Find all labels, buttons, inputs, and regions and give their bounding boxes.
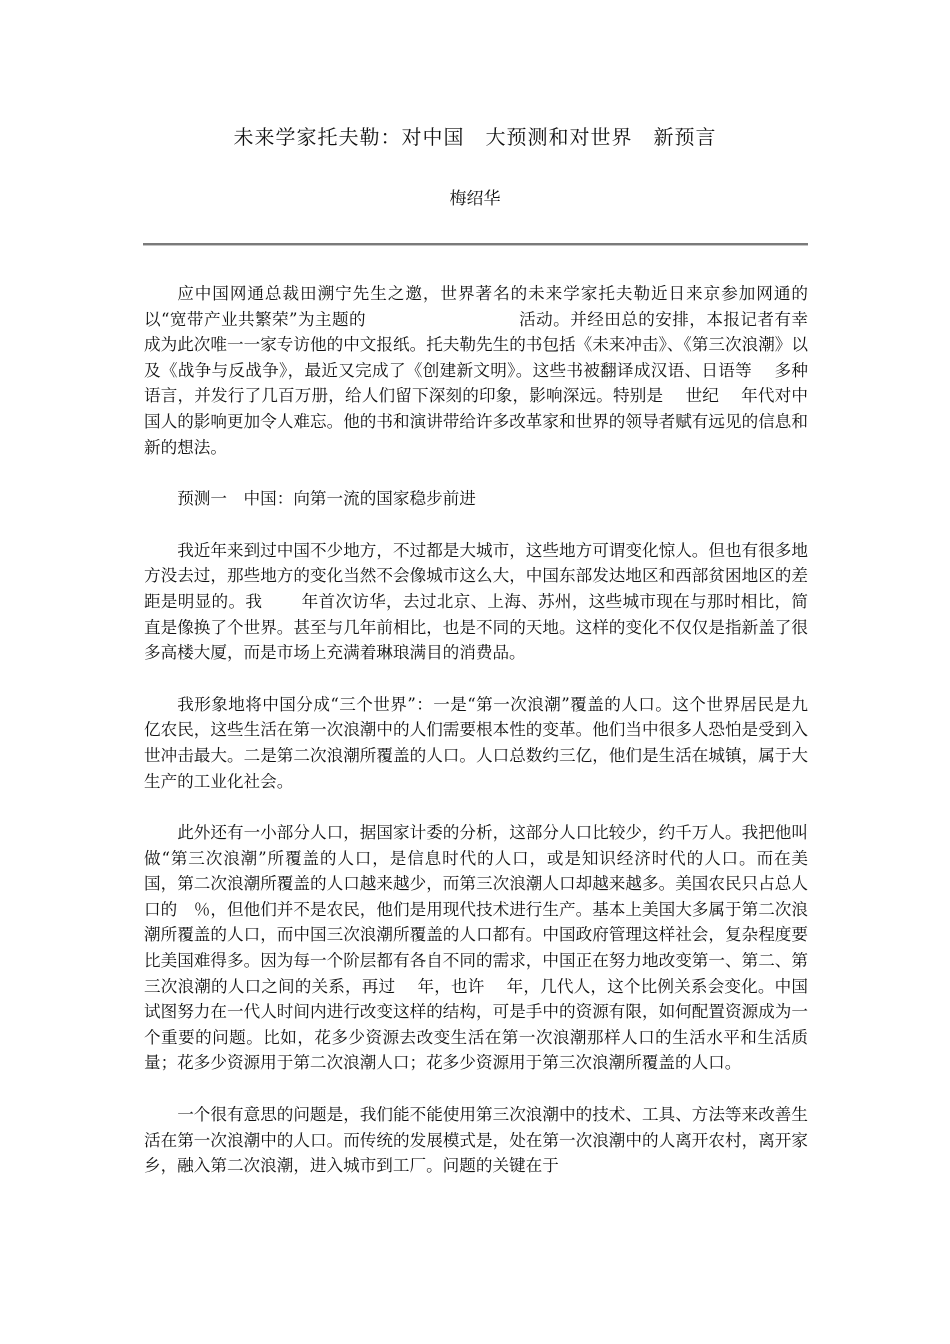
paragraph-intro: 应中国网通总裁田溯宁先生之邀，世界著名的未来学家托夫勒近日来京参加网通的以“宽带产业共繁荣”为主题的 活动。并经田总的安排，本报记者有幸成为此次唯一一家专访他的中文报纸。托夫勒先生的书包括《未来冲击》、《第三次浪潮》以及《战争与反战争》，最近又完成了《创建新文明》。这些书被翻译成汉语、日语等 多种语言，并发行了几百万册，给人们留下深刻的印象，影响深远。特别是 世纪 年代对中国人的影响更加令人难忘。他的书和演讲带给许多改革家和世界的领导者赋有远见的信息和新的想法。: [144, 284, 808, 457]
article-body: [144, 281, 808, 1205]
paragraph-three-worlds: 我形象地将中国分成“三个世界”：一是“第一次浪潮”覆盖的人口。这个世界居民是九亿农民，这些生活在第一次浪潮中的人们需要根本性的变革。他们当中很多人恐怕是受到入世冲击最大。二是第二次浪潮所覆盖的人口。人口总数约三亿，他们是生活在城镇，属于大生产的工业化社会。: [144, 694, 808, 791]
paragraph-china-change: 我近年来到过中国不少地方，不过都是大城市，这些地方可谓变化惊人。但也有很多地方没去过，那些地方的变化当然不会像城市这么大，中国东部发达地区和西部贫困地区的差距是明显的。我 年首次访华，去过北京、上海、苏州，这些城市现在与那时相比，简直是像换了个世界。甚至与几年前相比，也是不同的天地。这样的变化不仅仅是指新盖了很多高楼大厦，而是市场上充满着琳琅满目的消费品。: [144, 540, 808, 663]
author-name: 梅绍华: [449, 189, 501, 209]
section-heading-prediction-one: 预测一 中国：向第一流的国家稳步前进: [177, 489, 476, 509]
paragraph-development-model: 一个很有意思的问题是，我们能不能使用第三次浪潮中的技术、工具、方法等来改善生活在第一次浪潮中的人口。而传统的发展模式是，处在第一次浪潮中的人离开农村，离开家乡，融入第二次浪潮，进入城市到工厂。问题的关键在于: [144, 1105, 808, 1176]
paragraph-third-wave: 此外还有一小部分人口，据国家计委的分析，这部分人口比较少，约千万人。我把他叫做“第三次浪潮”所覆盖的人口，是信息时代的人口，或是知识经济时代的人口。而在美国，第二次浪潮所覆盖的人口越来越少，而第三次浪潮人口却越来越多。美国农民只占总人口的 ％，但他们并不是农民，他们是用现代技术进行生产。基本上美国大多属于第二次浪潮所覆盖的人口，而中国三次浪潮所覆盖的人口都有。中国政府管理这样社会，复杂程度要比美国难得多。因为每一个阶层都有各自不同的需求，中国正在努力地改变第一、第二、第三次浪潮的人口之间的关系，再过 年，也许 年，几代人，这个比例关系会变化。中国试图努力在一代人时间内进行改变这样的结构，可是手中的资源有限，如何配置资源成为一个重要的问题。比如，花多少资源去改变生活在第一次浪潮那样人口的生活水平和生活质量；花多少资源用于第二次浪潮人口；花多少资源用于第三次浪潮所覆盖的人口。: [144, 823, 808, 1073]
document-title: 未来学家托夫勒：对中国 大预测和对世界 新预言: [233, 125, 717, 149]
title-divider: [143, 243, 808, 246]
